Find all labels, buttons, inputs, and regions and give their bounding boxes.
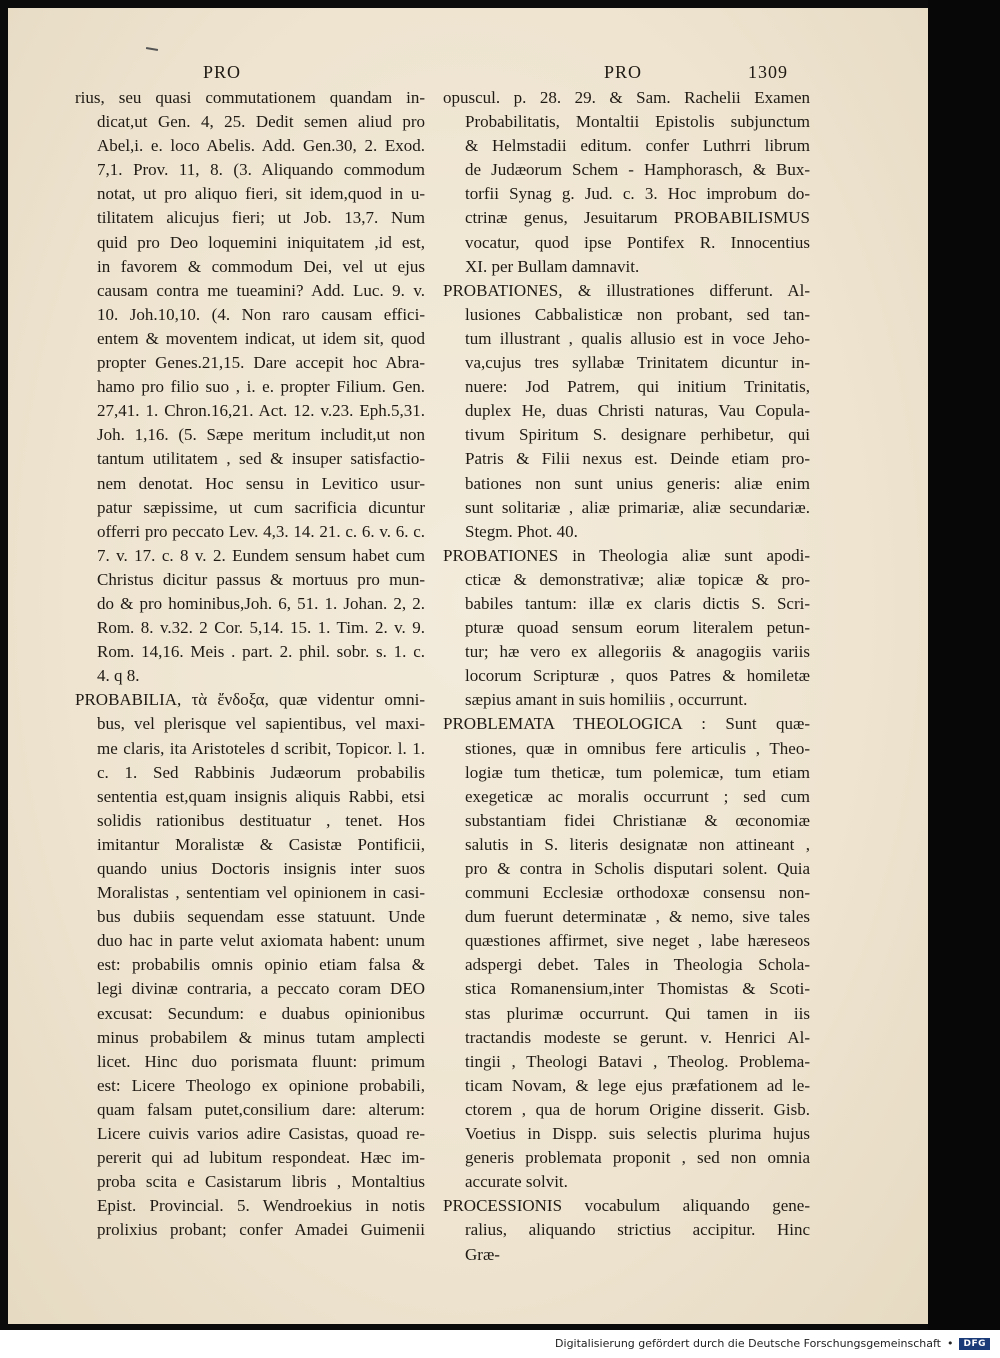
text-line: Patris & Filii nexus est. Deinde etiam pro-	[465, 449, 810, 469]
footer	[555, 1337, 990, 1350]
text-line: accurate solvit.	[465, 1172, 568, 1192]
text-line: logiæ tum theticæ, tum polemicæ, tum etiam	[465, 762, 810, 782]
text-line: imitantur Moralistæ & Casistæ Pontificii,	[97, 834, 425, 854]
left-running-head: PRO	[203, 62, 242, 82]
text-line: sententia est,quam insignis aliquis Rabbi, etsi	[97, 786, 425, 806]
text-line: communi Ecclesiæ orthodoxæ consensu non-	[465, 883, 810, 903]
text-line: prolixius probant; confer Amadei Guimenii	[97, 1220, 425, 1240]
text-line: proba scita e Casistarum libris , Montaltius	[97, 1172, 425, 1192]
text-line: hamo pro filio suo , i. e. propter Filium. Gen.	[97, 377, 425, 397]
text-line: 7,1. Prov. 11, 8. (3. Aliquando commodum	[97, 160, 425, 180]
text-line: duo hac in parte velut axiomata habent: unum	[97, 931, 425, 951]
text-line: quam falsam putet,consilium dare: alterum:	[97, 1099, 425, 1119]
text-line: causam contra me tueamini? Add. Luc. 9. v.	[97, 280, 425, 300]
text-line: Græ-	[465, 1244, 500, 1264]
left-column	[75, 86, 425, 1243]
text-line: 27,41. 1. Chron.16,21. Act. 12. v.23. Eph.5,31.	[97, 401, 425, 421]
text-line: tum illustrant , qualis allusio est in voce Jeho-	[465, 328, 810, 348]
text-line: Joh. 1,16. (5. Sæpe meritum includit,ut non	[97, 425, 425, 445]
text-line: Probabilitatis, Montaltii Epistolis subjunctum	[465, 112, 810, 132]
text-line: Voetius in Dispp. suis selectis plurima hujus	[465, 1124, 810, 1144]
text-line: & Helmstadii editum. confer Luthrri librum	[465, 136, 810, 156]
text-line: quando unius Doctoris insignis inter suos	[97, 859, 425, 878]
text-line: pturæ quoad sensum eorum literalem petun-	[465, 618, 810, 638]
text-line: locorum Scripturæ , quos Patres & homiletæ	[465, 666, 810, 686]
text-line: in favorem & commodum Dei, vel ut ejus	[97, 256, 425, 276]
page-number: 1309	[748, 62, 788, 82]
text-line: PROBABILIA, τὰ ἔνδοξα, quæ videntur omni-	[75, 690, 425, 710]
text-line: tilitatem alicujus fieri; ut Job. 13,7. Num	[97, 208, 425, 228]
text-line: ctrinæ genus, Jesuitarum PROBABILISMUS	[465, 208, 810, 228]
text-line: stica Romanensium,inter Thomistas & Scoti-	[465, 979, 810, 999]
text-line: sunt solitariæ , aliæ primariæ, aliæ secundariæ.	[465, 497, 810, 517]
text-line: generis problemata proponit , sed non omnia	[465, 1148, 810, 1168]
text-line: pererit qui ad lubitum respondeat. Hæc im-	[97, 1148, 425, 1168]
text-line: dicat,ut Gen. 4, 25. Dedit semen aliud pro	[97, 112, 425, 132]
scan-border	[928, 0, 1000, 1330]
text-line: babiles tantum: illæ ex claris dictis S. Scri-	[465, 593, 810, 613]
text-line: quid pro Deo loquemini iniquitatem ,id est,	[97, 232, 425, 252]
text-line: me claris, ita Aristoteles d scribit, Topicor. l. 1.	[97, 738, 425, 758]
text-line: 7. v. 17. c. 8 v. 2. Eundem sensum habet cum	[97, 545, 425, 565]
text-line: dum fuerunt determinatæ , & nemo, sive tales	[465, 907, 810, 927]
text-line: tantum utilitatem , sed & insuper satisfactio-	[97, 449, 425, 469]
text-line: exegeticæ ac moralis occurrunt ; sed cum	[465, 786, 810, 806]
text-line: Christus dicitur passus & mortuus pro mun-	[97, 569, 425, 589]
footer-separator: •	[946, 1337, 954, 1350]
text-line: vocatur, quod ipse Pontifex R. Innocentius	[465, 232, 810, 252]
text-line: PROBATIONES in Theologia aliæ sunt apodi-	[443, 545, 810, 565]
text-line: opuscul. p. 28. 29. & Sam. Rachelii Examen	[443, 88, 810, 107]
text-line: ralius, aliquando strictius accipitur. Hinc	[465, 1220, 810, 1240]
text-line: torfii Synag g. Jud. c. 3. Hoc improbum do-	[465, 184, 810, 204]
text-line: 4. q 8.	[97, 666, 140, 686]
text-line: cticæ & demonstrativæ; aliæ topicæ & pro-	[465, 569, 810, 589]
text-line: nuere: Jod Patrem, qui initium Trinitatis,	[465, 377, 810, 397]
text-line: do & pro hominibus,Joh. 6, 51. 1. Johan. 2, 2.	[97, 593, 425, 613]
text-line: bus dubiis sequendam esse statuunt. Unde	[97, 907, 425, 927]
text-line: PROCESSIONIS vocabulum aliquando gene-	[443, 1196, 810, 1216]
text-line: Abel,i. e. loco Abelis. Add. Gen.30, 2. Exod.	[97, 136, 425, 156]
text-line: Stegm. Phot. 40.	[465, 521, 578, 541]
right-running-head: PRO	[604, 62, 643, 82]
text-line: solidis rationibus destituatur , tenet. Hos	[97, 810, 425, 830]
text-line: tivum Spiritum S. designare perhibetur, qui	[465, 425, 810, 445]
text-line: quæstiones affirmet, sive neget , labe hæreseos	[465, 931, 810, 951]
footer-credit: Digitalisierung gefördert durch die Deutsche Forschungsgemeinschaft	[555, 1337, 941, 1350]
text-line: PROBATIONES, & illustrationes differunt. Al-	[443, 280, 810, 300]
text-line: tractandis modeste se gerunt. v. Henrici Al-	[465, 1027, 810, 1047]
text-line: Moralistas , sententiam vel opinionem in casi-	[97, 883, 425, 903]
text-line: ticam Novam, & lege ejus præfationem ad le-	[465, 1075, 810, 1095]
text-line: offerri pro peccato Lev. 4,3. 14. 21. c. 6. v. 6. c.	[97, 521, 425, 541]
text-line: nem denotat. Hoc sensu in Levitico usur-	[97, 473, 425, 493]
text-line: est: Licere Theologo ex opinione probabili,	[97, 1075, 425, 1095]
text-line: stiones, quæ in omnibus fere articulis , Theo-	[465, 738, 810, 758]
text-line: minus probabilem & minus tutam amplecti	[97, 1027, 425, 1047]
text-line: ctorem , qua de horum Origine disserit. Gisb.	[465, 1099, 810, 1119]
text-line: substantiam fidei Christianæ & œconomiæ	[465, 810, 810, 830]
right-column	[443, 86, 810, 1267]
text-line: legi divinæ contraria, a peccato coram DEO	[97, 979, 425, 999]
text-line: rius, seu quasi commutationem quandam in-	[75, 88, 425, 107]
text-line: adspergi debet. Tales in Theologia Schola-	[465, 955, 810, 975]
text-line: pro & contra in Scholis disputari solent. Quia	[465, 859, 810, 878]
text-line: entem & moventem indicat, ut idem sit, quod	[97, 328, 425, 348]
text-line: stas plurimæ occurrunt. Qui tamen in iis	[465, 1003, 810, 1023]
text-line: 10. Joh.10,10. (4. Non raro causam effici-	[97, 304, 425, 324]
text-line: c. 1. Sed Rabbinis Judæorum probabilis	[97, 762, 425, 782]
text-line: patur sæpissime, ut cum sacrificia dicuntur	[97, 497, 425, 517]
text-line: tur; hæ vero ex allegoriis & anagogiis variis	[465, 642, 810, 662]
text-line: Epist. Provincial. 5. Wendroekius in notis	[97, 1196, 425, 1216]
dfg-logo: DFG	[959, 1338, 990, 1350]
text-line: lusiones Cabbalisticæ non probant, sed tan-	[465, 304, 810, 324]
text-line: bus, vel plerisque vel sapientibus, vel maxi-	[97, 714, 425, 734]
text-line: Licere cuivis varios adire Casistas, quoad re-	[97, 1124, 425, 1144]
text-line: notat, ut pro aliquo fieri, sit idem,quod in u-	[97, 184, 425, 204]
text-line: licet. Hinc duo porismata fluunt: primum	[97, 1051, 425, 1071]
text-line: bationes non sunt unius generis: aliæ enim	[465, 473, 810, 493]
text-line: propter Genes.21,15. Dare accepit hoc Abra-	[97, 353, 425, 373]
text-line: est: probabilis omnis opinio etiam falsa &	[97, 955, 425, 975]
text-line: de Judæorum Schem - Hamphorasch, & Bux-	[465, 160, 810, 180]
text-line: PROBLEMATA THEOLOGICA : Sunt quæ-	[443, 714, 810, 734]
text-line: salutis in S. literis designatæ non attineant ,	[465, 834, 810, 854]
text-line: Rom. 8. v.32. 2 Cor. 5,14. 15. 1. Tim. 2. v. 9.	[97, 618, 425, 638]
text-line: Rom. 14,16. Meis . part. 2. phil. sobr. s. 1. c.	[97, 642, 425, 662]
text-line: excusat: Secundum: e duabus opinionibus	[97, 1003, 425, 1023]
text-line: sæpius amant in suis homiliis , occurrunt.	[465, 690, 748, 710]
text-line: duplex He, duas Christi naturas, Vau Copula-	[465, 401, 810, 421]
text-line: XI. per Bullam damnavit.	[465, 256, 640, 276]
text-line: tingii , Theologi Batavi , Theolog. Problema-	[465, 1051, 810, 1071]
text-line: va,cujus tres syllabæ Trinitatem dicuntur in-	[465, 353, 810, 373]
